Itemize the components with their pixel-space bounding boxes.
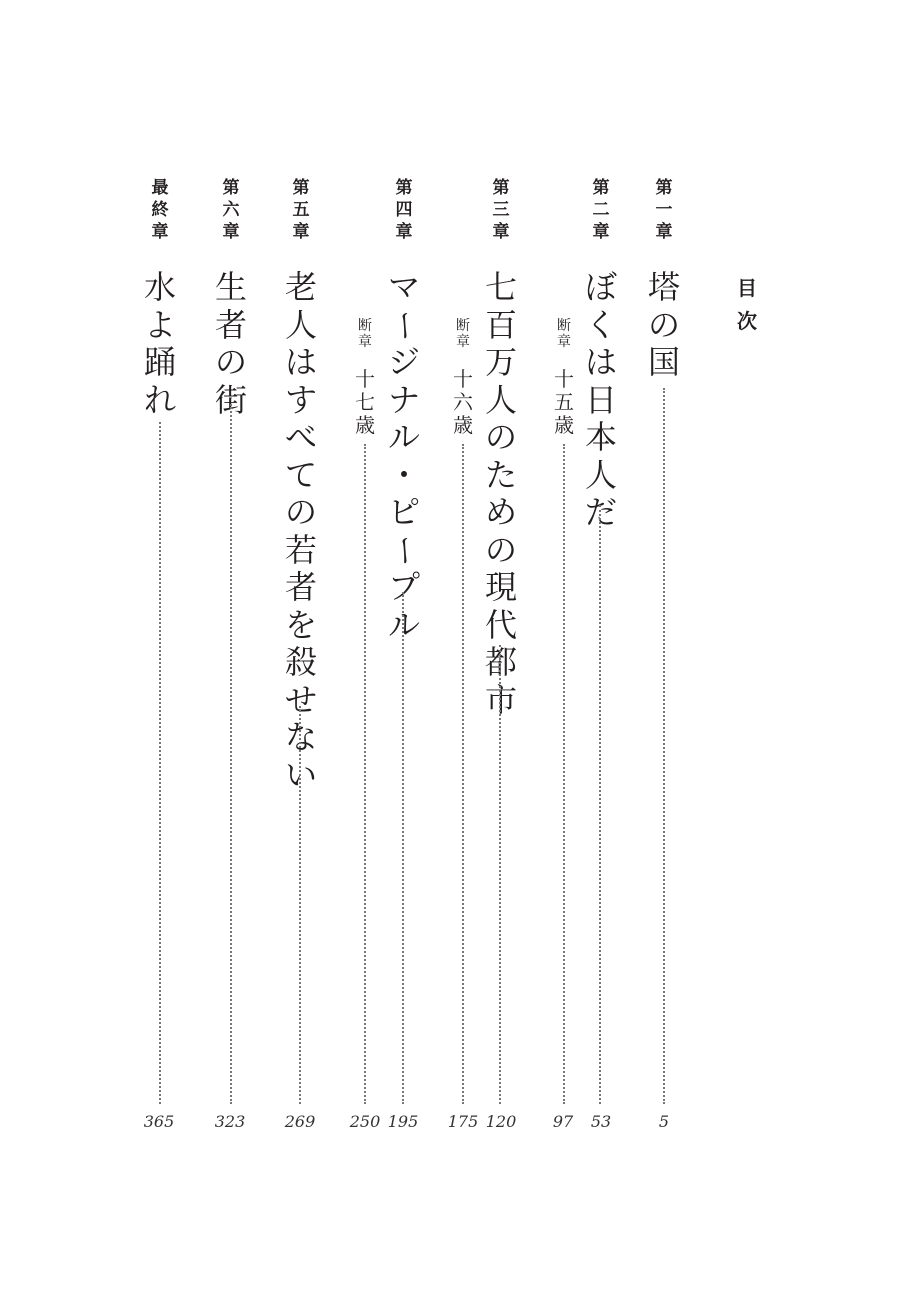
page-number: 97 (552, 1112, 574, 1131)
interlude-title[interactable]: 十 五 歳 (554, 367, 574, 437)
page-number: 323 (214, 1112, 246, 1131)
interlude-title[interactable]: 十 六 歳 (453, 367, 473, 437)
page-number: 269 (284, 1112, 316, 1131)
chapter-title[interactable]: 水 よ 踊 れ (143, 268, 176, 419)
chapter-label: 第 二 章 (592, 178, 610, 242)
chapter-title[interactable]: 老 人 は す べ て の 若 者 を 殺 せ な い (284, 268, 317, 794)
page-number: 365 (143, 1112, 175, 1131)
interlude-title[interactable]: 十 七 歳 (355, 367, 375, 437)
page-number: 120 (485, 1112, 517, 1131)
toc-heading: 目 次 (737, 276, 757, 333)
page-number: 5 (658, 1112, 670, 1131)
page-number: 175 (447, 1112, 479, 1131)
dot-leader (159, 422, 161, 1104)
chapter-label: 第 三 章 (492, 178, 510, 242)
chapter-title[interactable]: マ ー ジ ナ ル ・ ピ ー プ ル (385, 268, 424, 644)
page-number: 250 (349, 1112, 381, 1131)
interlude-label: 断 章 (456, 318, 470, 350)
page-number: 53 (590, 1112, 612, 1131)
chapter-title[interactable]: 塔 の 国 (647, 268, 680, 381)
chapter-label: 第 五 章 (292, 178, 310, 242)
interlude-label: 断 章 (358, 318, 372, 350)
interlude-label: 断 章 (557, 318, 571, 350)
chapter-label: 最 終 章 (151, 178, 169, 242)
chapter-title[interactable]: 七 百 万 人 の た め の 現 代 都 市 (484, 268, 517, 719)
chapter-title[interactable]: ぼ く は 日 本 人 だ (584, 268, 617, 531)
chapter-label: 第 四 章 (395, 178, 413, 242)
page-number: 195 (387, 1112, 419, 1131)
chapter-title[interactable]: 生 者 の 街 (214, 268, 247, 419)
chapter-label: 第 六 章 (222, 178, 240, 242)
chapter-label: 第 一 章 (655, 178, 673, 242)
